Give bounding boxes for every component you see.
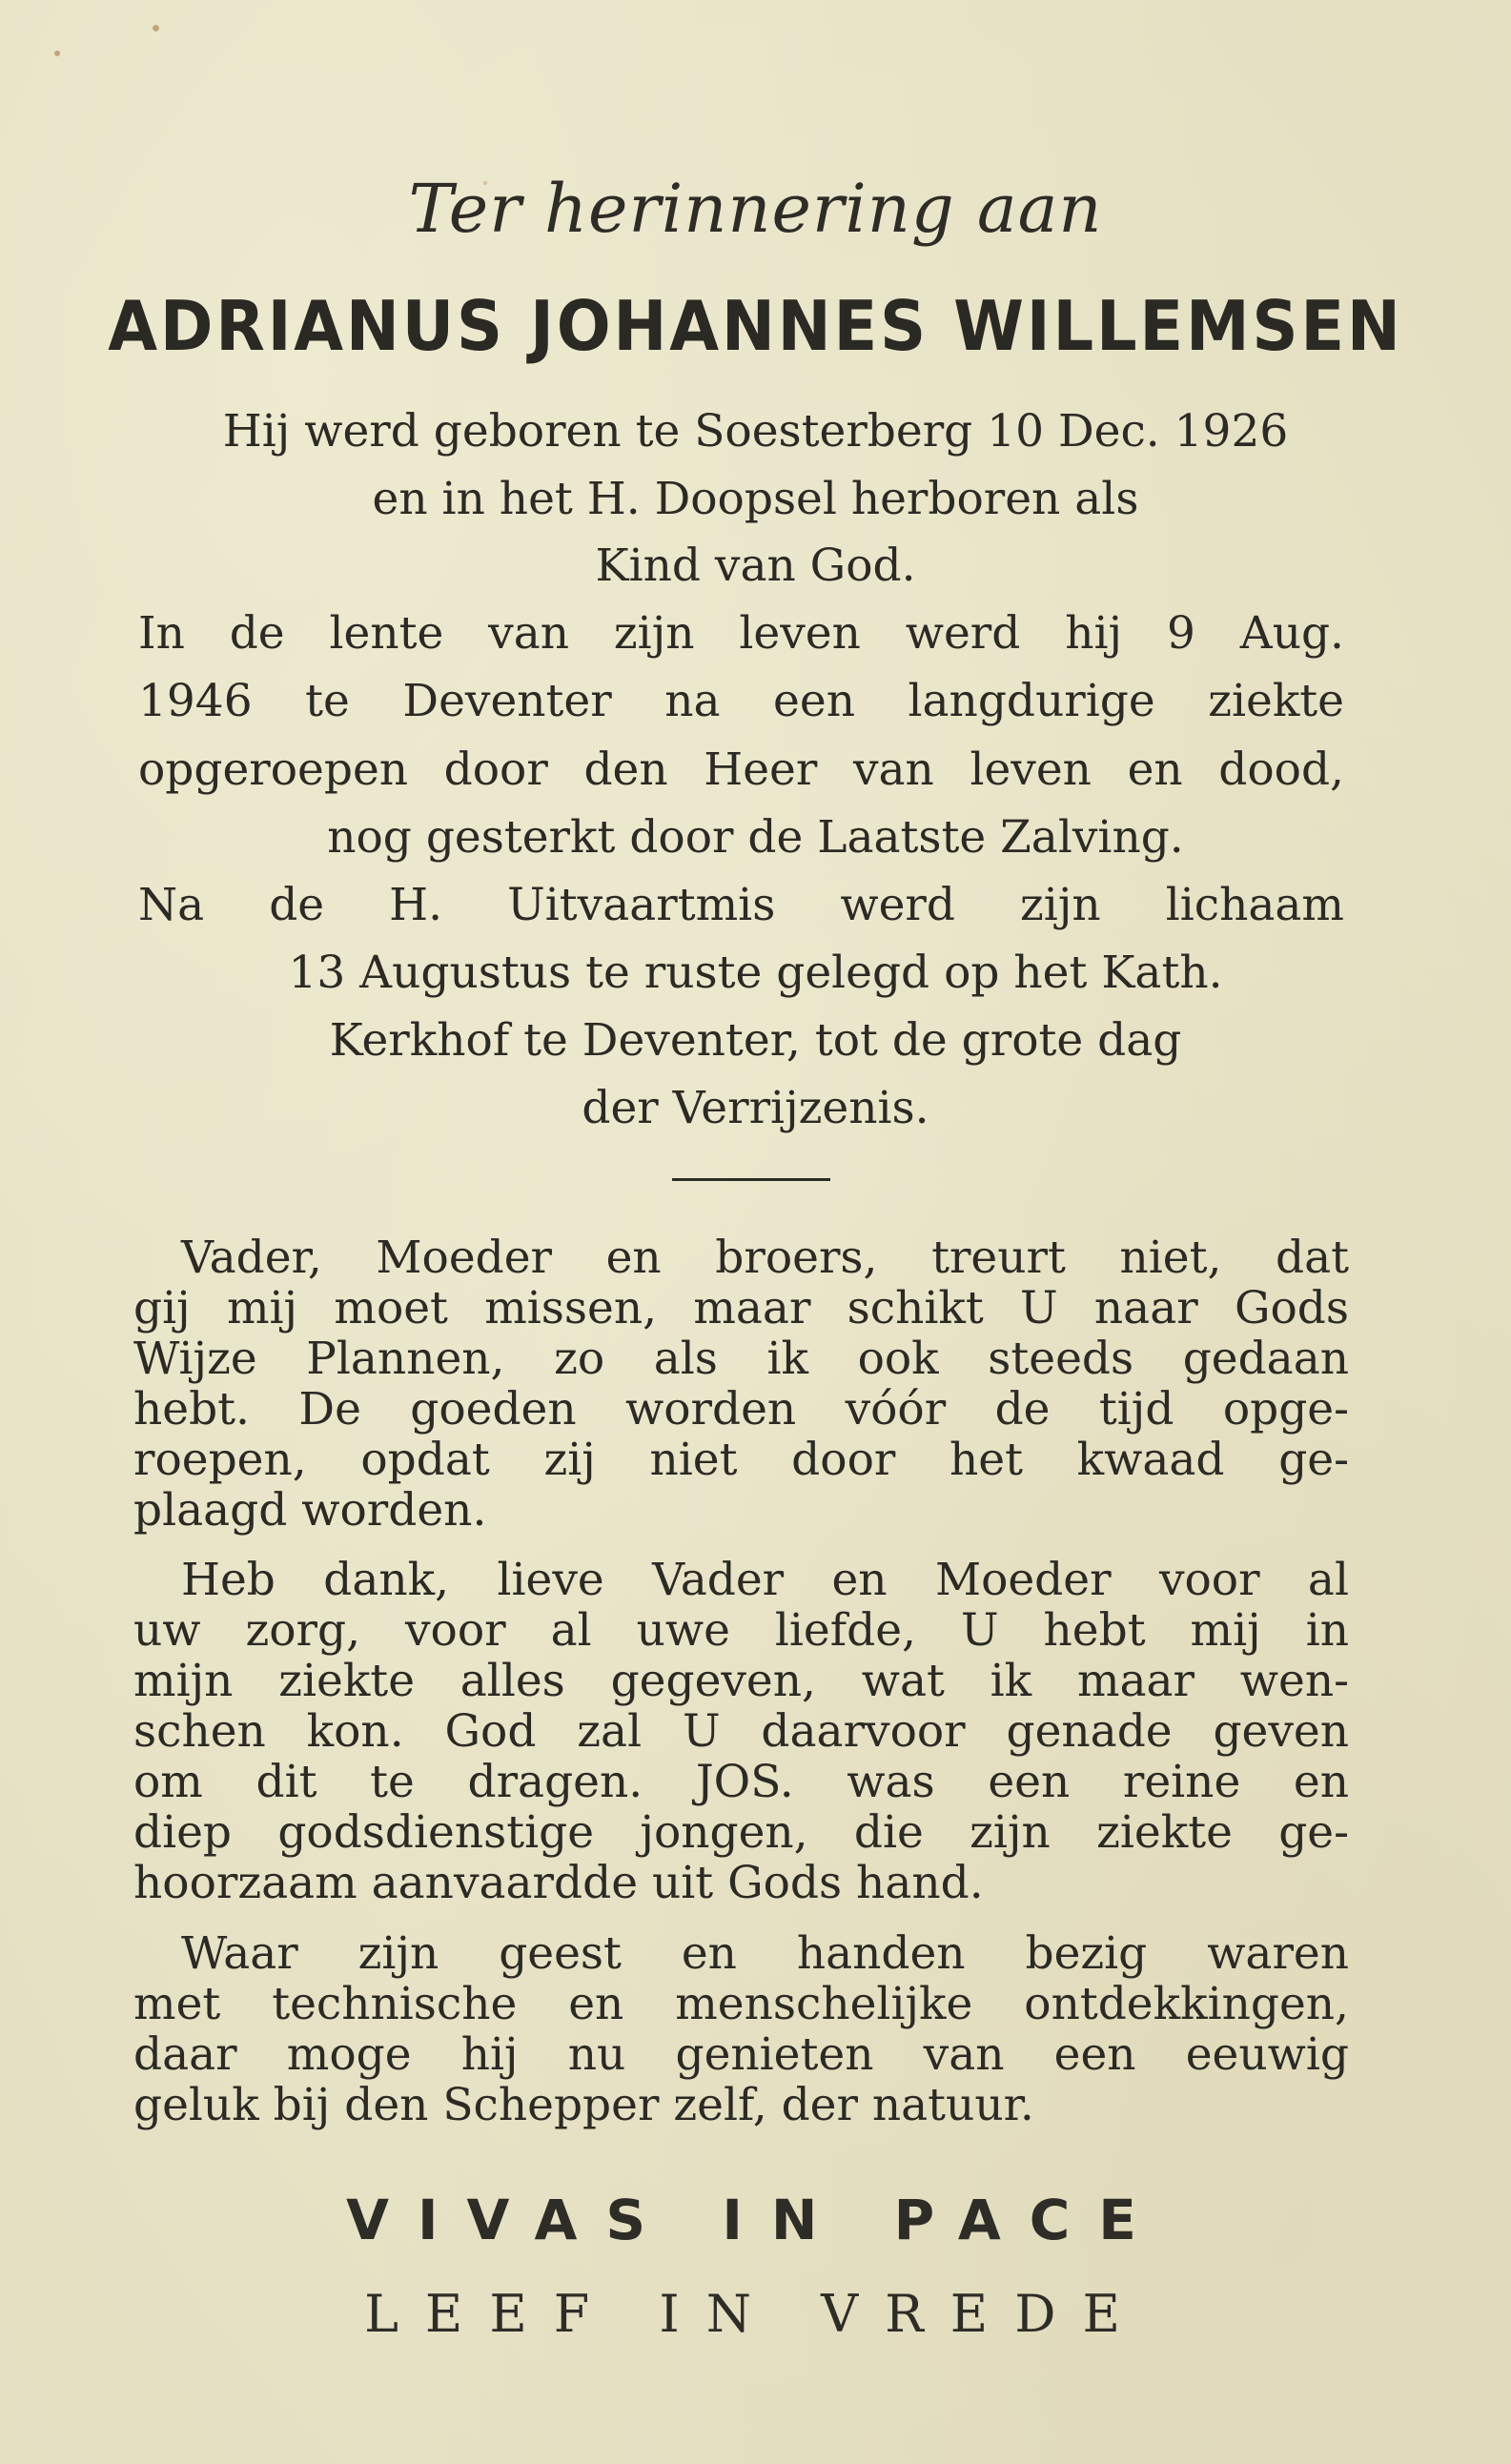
paragraph-line: hoorzaam aanvaardde uit Gods hand. <box>133 1857 984 1909</box>
deceased-name: ADRIANUS JOHANNES WILLEMSEN <box>108 286 1403 366</box>
paragraph-line: gij mij moet missen, maar schikt U naar Gods <box>133 1282 1349 1334</box>
bio-line-funeral-1: Na de H. Uitvaartmis werd zijn lichaam <box>138 879 1344 931</box>
bio-line-death-2: 1946 te Deventer na een langdurige ziekte <box>138 675 1344 727</box>
bio-line-resurrection: der Verrijzenis. <box>582 1082 929 1134</box>
bio-line-birth: Hij werd geboren te Soesterberg 10 Dec. 1926 <box>222 405 1289 458</box>
paragraph-line: om dit te dragen. JOS. was een reine en <box>133 1756 1349 1808</box>
paragraph-line: Heb dank, lieve Vader en Moeder voor al <box>181 1554 1349 1606</box>
bio-line-funeral-3: Kerkhof te Deventer, tot de grote dag <box>329 1014 1182 1067</box>
paragraph-line: met technische en menschelijke ontdekkingen, <box>133 1978 1349 2030</box>
paragraph-line: mijn ziekte alles gegeven, wat ik maar wen- <box>133 1655 1349 1707</box>
paragraph-line: hebt. De goeden worden vóór de tijd opge- <box>133 1383 1349 1436</box>
intro-heading: Ter herinnering aan <box>408 170 1103 248</box>
bio-line-anointing: nog gesterkt door de Laatste Zalving. <box>327 811 1184 864</box>
paragraph-line: Wijze Plannen, zo als ik ook steeds gedaan <box>133 1333 1349 1385</box>
paragraph-line: daar moge hij nu genieten van een eeuwig <box>133 2028 1349 2081</box>
motto-latin: VIVAS IN PACE <box>346 2188 1165 2252</box>
bio-line-death-3: opgeroepen door den Heer van leven en dood, <box>138 743 1344 796</box>
paragraph-line: schen kon. God zal U daarvoor genade geven <box>133 1705 1349 1758</box>
paragraph-line: geluk bij den Schepper zelf, der natuur. <box>133 2079 1034 2131</box>
paragraph-line: plaagd worden. <box>133 1484 487 1537</box>
bio-line-death-1: In de lente van zijn leven werd hij 9 Aug. <box>138 607 1344 660</box>
paragraph-line: roepen, opdat zij niet door het kwaad ge- <box>133 1434 1349 1486</box>
paragraph-line: Waar zijn geest en handen bezig waren <box>181 1927 1349 1980</box>
foxing-spot <box>54 51 60 56</box>
section-divider <box>672 1178 830 1181</box>
paragraph-line: Vader, Moeder en broers, treurt niet, dat <box>181 1232 1349 1284</box>
paragraph-line: uw zorg, voor al uwe liefde, U hebt mij in <box>133 1604 1349 1657</box>
bio-line-child-of-god: Kind van God. <box>595 540 916 592</box>
bio-line-baptism: en in het H. Doopsel herboren als <box>372 473 1139 525</box>
bio-line-funeral-2: 13 Augustus te ruste gelegd op het Kath. <box>288 947 1223 999</box>
foxing-spot <box>153 25 159 31</box>
paragraph-line: diep godsdienstige jongen, die zijn ziekte ge- <box>133 1806 1349 1859</box>
motto-dutch: LEEF IN VREDE <box>364 2284 1147 2344</box>
